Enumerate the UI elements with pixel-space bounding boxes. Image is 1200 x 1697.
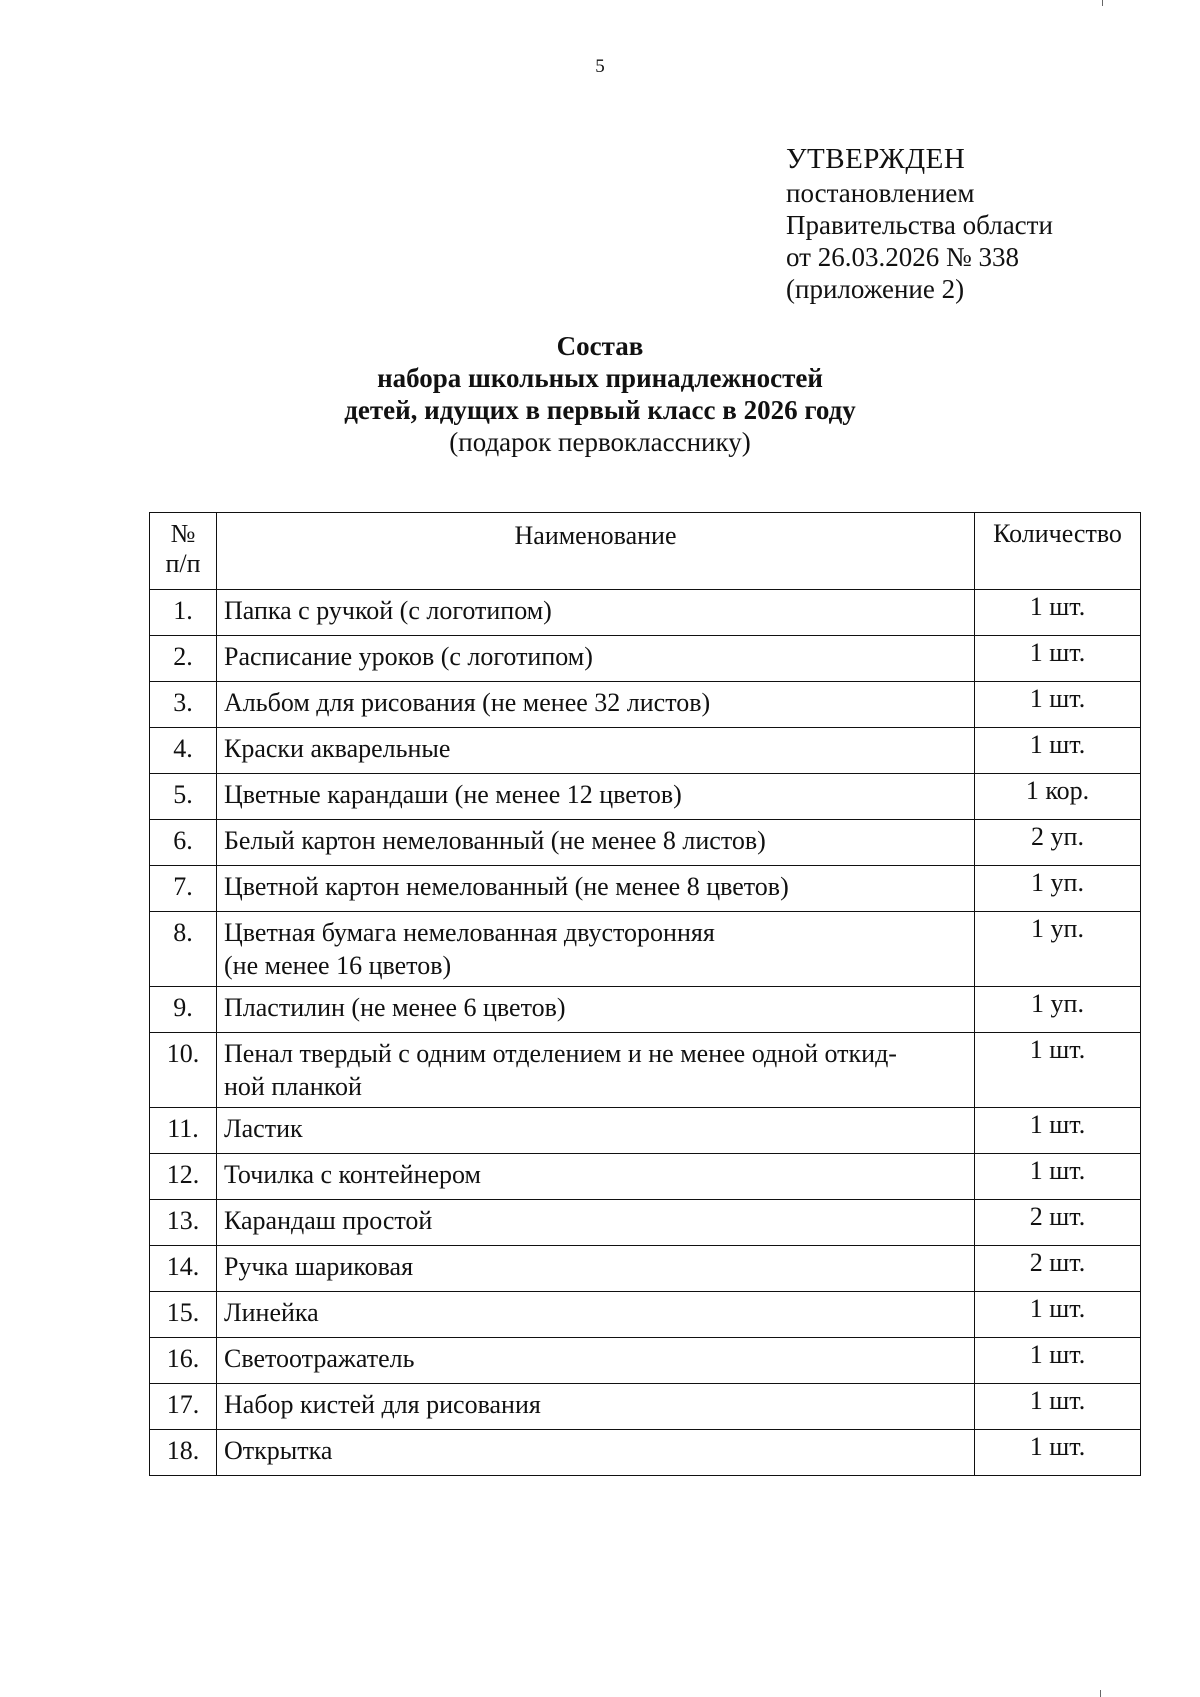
row-item-name: Пластилин (не менее 6 цветов) bbox=[224, 993, 566, 1022]
row-item-name-cell bbox=[217, 987, 975, 1033]
table-body bbox=[150, 590, 1141, 1476]
row-item-name-cell bbox=[217, 774, 975, 820]
row-number: 7. bbox=[150, 866, 217, 912]
row-number: 4. bbox=[150, 728, 217, 774]
header-name: Наименование bbox=[217, 513, 975, 590]
row-item-name-cell bbox=[217, 820, 975, 866]
table-row bbox=[150, 1384, 1141, 1430]
heading-line-1: Состав bbox=[556, 331, 644, 361]
row-quantity: 2 шт. bbox=[975, 1200, 1141, 1246]
table-row bbox=[150, 682, 1141, 728]
row-item-name: Пенал твердый с одним отделением и не менее одной откид- ной планкой bbox=[224, 1039, 897, 1101]
row-item-name-cell bbox=[217, 1246, 975, 1292]
row-quantity: 1 шт. bbox=[975, 1292, 1141, 1338]
row-item-name-cell bbox=[217, 590, 975, 636]
scan-mark-bottom-right bbox=[1100, 1690, 1101, 1697]
supplies-table bbox=[149, 512, 1141, 1476]
heading-line-2: набора школьных принадлежностей bbox=[377, 363, 823, 393]
table-row bbox=[150, 1200, 1141, 1246]
row-item-name: Белый картон немелованный (не менее 8 листов) bbox=[224, 826, 766, 855]
row-number: 17. bbox=[150, 1384, 217, 1430]
row-item-name: Карандаш простой bbox=[224, 1206, 433, 1235]
row-item-name: Расписание уроков (с логотипом) bbox=[224, 642, 593, 671]
row-item-name: Ластик bbox=[224, 1114, 303, 1143]
row-item-name-cell bbox=[217, 1108, 975, 1154]
row-item-name-cell bbox=[217, 1033, 975, 1108]
row-number: 5. bbox=[150, 774, 217, 820]
table-row bbox=[150, 912, 1141, 987]
row-quantity: 1 уп. bbox=[975, 912, 1141, 987]
table-row bbox=[150, 866, 1141, 912]
row-item-name-cell bbox=[217, 1384, 975, 1430]
row-item-name: Альбом для рисования (не менее 32 листов) bbox=[224, 688, 711, 717]
table-row bbox=[150, 1292, 1141, 1338]
row-quantity: 1 шт. bbox=[975, 1033, 1141, 1108]
row-quantity: 1 уп. bbox=[975, 866, 1141, 912]
table-row bbox=[150, 1430, 1141, 1476]
row-number: 1. bbox=[150, 590, 217, 636]
row-number: 8. bbox=[150, 912, 217, 987]
row-item-name: Линейка bbox=[224, 1298, 319, 1327]
table-row bbox=[150, 636, 1141, 682]
row-number: 9. bbox=[150, 987, 217, 1033]
row-quantity: 1 уп. bbox=[975, 987, 1141, 1033]
row-quantity: 1 кор. bbox=[975, 774, 1141, 820]
row-quantity: 1 шт. bbox=[975, 728, 1141, 774]
row-item-name-cell bbox=[217, 636, 975, 682]
row-item-name: Светоотражатель bbox=[224, 1344, 415, 1373]
row-number: 6. bbox=[150, 820, 217, 866]
row-quantity: 1 шт. bbox=[975, 1430, 1141, 1476]
header-number-label: № п/п bbox=[165, 519, 201, 578]
approval-line-4: (приложение 2) bbox=[786, 274, 965, 304]
row-item-name-cell bbox=[217, 912, 975, 987]
row-item-name-cell bbox=[217, 1154, 975, 1200]
approval-line-3: от 26.03.2026 № 338 bbox=[786, 242, 1019, 272]
approval-stamp-block bbox=[786, 143, 1053, 305]
row-number: 16. bbox=[150, 1338, 217, 1384]
row-item-name: Цветные карандаши (не менее 12 цветов) bbox=[224, 780, 682, 809]
row-item-name-cell bbox=[217, 728, 975, 774]
row-quantity: 1 шт. bbox=[975, 1384, 1141, 1430]
heading-line-3: детей, идущих в первый класс в 2026 году bbox=[344, 395, 856, 425]
approval-title: УТВЕРЖДЕН bbox=[786, 143, 966, 175]
table-row bbox=[150, 1338, 1141, 1384]
row-number: 14. bbox=[150, 1246, 217, 1292]
page-number: 5 bbox=[595, 56, 605, 77]
row-item-name: Ручка шариковая bbox=[224, 1252, 414, 1281]
row-number: 11. bbox=[150, 1108, 217, 1154]
row-item-name: Краски акварельные bbox=[224, 734, 451, 763]
row-item-name-cell bbox=[217, 1338, 975, 1384]
table-row bbox=[150, 1033, 1141, 1108]
row-item-name-cell bbox=[217, 1430, 975, 1476]
heading-subtitle: (подарок первокласснику) bbox=[449, 427, 751, 457]
row-number: 18. bbox=[150, 1430, 217, 1476]
table-row bbox=[150, 1154, 1141, 1200]
header-quantity: Количество bbox=[975, 513, 1141, 590]
table-row bbox=[150, 774, 1141, 820]
row-number: 12. bbox=[150, 1154, 217, 1200]
scan-mark-top-right bbox=[1102, 0, 1103, 6]
row-quantity: 1 шт. bbox=[975, 682, 1141, 728]
table-row bbox=[150, 1246, 1141, 1292]
row-quantity: 1 шт. bbox=[975, 636, 1141, 682]
row-number: 3. bbox=[150, 682, 217, 728]
table-row bbox=[150, 987, 1141, 1033]
row-item-name: Набор кистей для рисования bbox=[224, 1390, 541, 1419]
row-quantity: 2 шт. bbox=[975, 1246, 1141, 1292]
row-item-name-cell bbox=[217, 1292, 975, 1338]
row-item-name-cell bbox=[217, 866, 975, 912]
document-heading bbox=[0, 330, 1200, 458]
row-number: 13. bbox=[150, 1200, 217, 1246]
table-row bbox=[150, 1108, 1141, 1154]
table-row bbox=[150, 728, 1141, 774]
row-number: 10. bbox=[150, 1033, 217, 1108]
row-quantity: 1 шт. bbox=[975, 1338, 1141, 1384]
row-item-name: Цветной картон немелованный (не менее 8 цветов) bbox=[224, 872, 789, 901]
row-quantity: 1 шт. bbox=[975, 1108, 1141, 1154]
row-quantity: 2 уп. bbox=[975, 820, 1141, 866]
row-item-name: Открытка bbox=[224, 1436, 333, 1465]
row-item-name-cell bbox=[217, 1200, 975, 1246]
row-item-name: Папка с ручкой (с логотипом) bbox=[224, 596, 552, 625]
row-number: 15. bbox=[150, 1292, 217, 1338]
table-row bbox=[150, 590, 1141, 636]
approval-line-1: постановлением bbox=[786, 178, 975, 208]
row-quantity: 1 шт. bbox=[975, 590, 1141, 636]
row-number: 2. bbox=[150, 636, 217, 682]
header-number bbox=[150, 513, 217, 590]
row-item-name-cell bbox=[217, 682, 975, 728]
table-row bbox=[150, 820, 1141, 866]
approval-line-2: Правительства области bbox=[786, 210, 1053, 240]
row-item-name: Цветная бумага немелованная двусторонняя (не менее 16 цветов) bbox=[224, 918, 715, 980]
table-header-row bbox=[150, 513, 1141, 590]
row-quantity: 1 шт. bbox=[975, 1154, 1141, 1200]
row-item-name: Точилка с контейнером bbox=[224, 1160, 481, 1189]
